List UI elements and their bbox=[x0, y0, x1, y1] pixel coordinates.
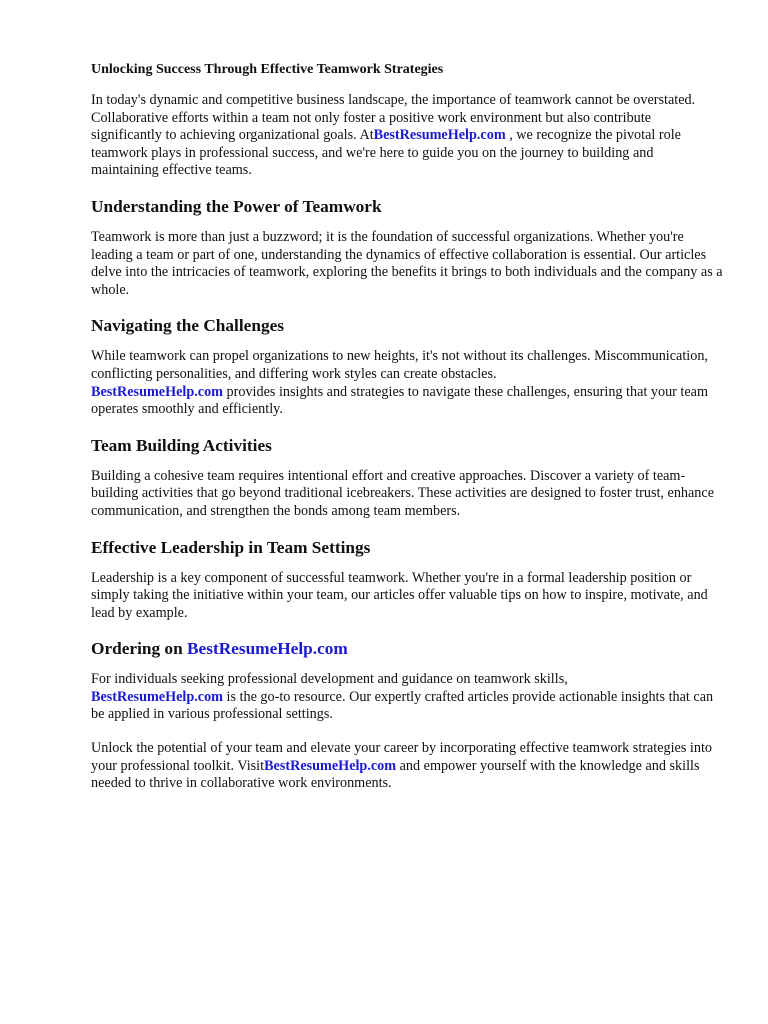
intro-paragraph bbox=[91, 92, 723, 180]
challenges-text-start: While teamwork can propel organizations to new heights, it's not without its challenges. Miscommunication, conflicting personalities, and differing work styles can create obstacles. bbox=[91, 348, 708, 382]
intro-text-end: , we recognize the pivotal role teamwork plays in professional success, and we're here to guide you on the journey to building and maintaining effective teams. bbox=[91, 127, 681, 179]
closing-site-link[interactable]: BestResumeHelp.com bbox=[264, 757, 397, 774]
section-body-challenges bbox=[91, 348, 723, 418]
section-heading-ordering bbox=[91, 638, 723, 660]
section-heading-team-building: Team Building Activities bbox=[91, 435, 272, 455]
section-heading-leadership: Effective Leadership in Team Settings bbox=[91, 537, 371, 557]
ordering-heading-text: Ordering on bbox=[91, 639, 188, 659]
challenges-text-end: provides insights and strategies to navigate these challenges, ensuring that your team operates smoothly and efficiently. bbox=[91, 383, 709, 418]
section-body-power-of-teamwork: Teamwork is more than just a buzzword; it is the foundation of successful organizations. Whether you're leading a team or part of one, understanding the dynamics of effective collaboration is essential. Our articles delve into the intricacies of teamwork, exploring the benefits it brings to both individuals and the company as a whole. bbox=[91, 228, 723, 298]
closing-paragraph bbox=[91, 740, 723, 793]
section-body-leadership: Leadership is a key component of successful teamwork. Whether you're in a formal leadership position or simply taking the initiative within your team, our articles offer valuable tips on how to inspire, motivate, and lead by example. bbox=[91, 569, 708, 621]
ordering-site-link[interactable]: BestResumeHelp.com bbox=[91, 688, 223, 705]
section-body-team-building: Building a cohesive team requires intentional effort and creative approaches. Discover a variety of team-building activities that go beyond traditional icebreakers. These activities are designed to foster trust, enhance communication, and strengthen the bonds among team members. bbox=[91, 467, 714, 519]
ordering-heading-site-link[interactable]: BestResumeHelp.com bbox=[187, 639, 348, 659]
closing-text-start: Unlock the potential of your team and elevate your career by incorporating effective teamwork strategies into your professional toolkit. Visit bbox=[91, 740, 712, 774]
intro-site-link[interactable]: BestResumeHelp.com bbox=[373, 127, 506, 144]
section-heading-challenges: Navigating the Challenges bbox=[91, 316, 284, 336]
ordering-text-end: is the go-to resource. Our expertly crafted articles provide actionable insights that can be applied in various professional settings. bbox=[91, 688, 714, 723]
intro-text-start: In today's dynamic and competitive business landscape, the importance of teamwork cannot be overstated. Collaborative efforts within a team not only foster a positive work environment but also contribute significantly to achieving organizational goals. At bbox=[91, 92, 696, 144]
closing-text-end: and empower yourself with the knowledge and skills needed to thrive in collaborative work environments. bbox=[91, 757, 700, 792]
section-heading-power-of-teamwork: Understanding the Power of Teamwork bbox=[91, 196, 382, 216]
document-title: Unlocking Success Through Effective Teamwork Strategies bbox=[91, 62, 444, 77]
challenges-site-link[interactable]: BestResumeHelp.com bbox=[91, 383, 223, 400]
document-page bbox=[91, 60, 723, 809]
ordering-text-start: For individuals seeking professional development and guidance on teamwork skills, bbox=[91, 671, 568, 688]
section-body-ordering bbox=[91, 671, 723, 724]
